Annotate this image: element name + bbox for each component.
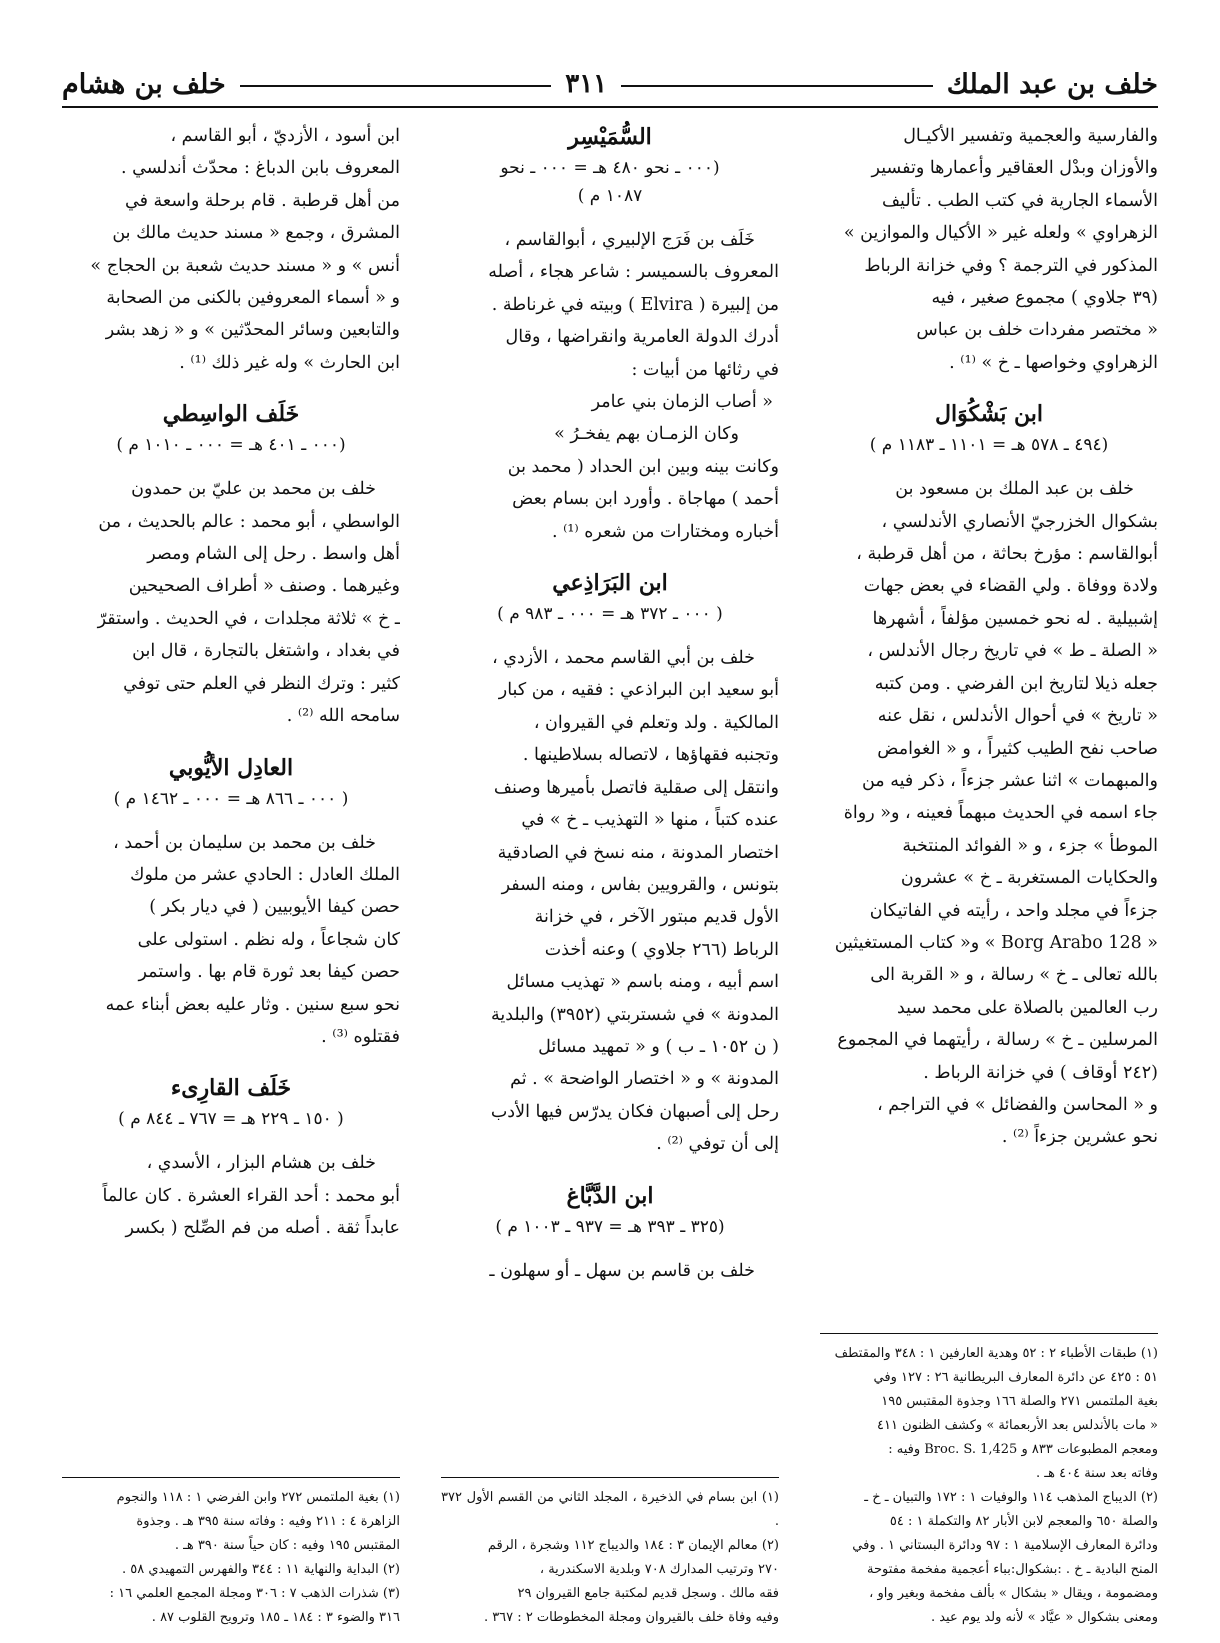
text-line: « تاريخ » في أحوال الأندلس ، نقل عنه [877, 706, 1158, 727]
column-left [62, 120, 400, 1630]
text-line: ولادة ووفاة . ولي القضاء في بعض جهات [863, 576, 1158, 597]
text-line: اسم أبيه ، ومنه باسم « تهذيب مسائل [506, 972, 779, 993]
entry-dates: (٠٠٠ ـ ٤٠١ هـ = ٠٠٠ ـ ١٠١٠ م ) [116, 435, 346, 456]
page-number: ٣١١ [565, 69, 608, 99]
footnote-line: والصلة ٦٥٠ والمعجم لابن الأبار ٨٢ والتكملة ١ : ٥٤ [889, 1514, 1158, 1529]
text-line: بتونس ، والقرويين بفاس ، ومنه السفر [501, 874, 779, 895]
text-line: المعروف بالسميسر : شاعر هجاء ، أصله [488, 262, 779, 283]
text-line: خلف بن محمد بن عليّ بن حمدون [131, 479, 376, 500]
entry-khalaf-al-qari [62, 1073, 400, 1244]
text-line: (٣٩ جلاوي ) مجموع صغير ، فيه [931, 288, 1158, 309]
entry-dates: ( ١٥٠ ـ ٢٢٩ هـ = ٧٦٧ ـ ٨٤٤ م ) [118, 1109, 344, 1130]
footnote-line: الزاهرة ٤ : ٢١١ وفيه : وفاته سنة ٣٩٥ هـ . وجذوة [136, 1514, 400, 1529]
entry-dates: (٤٩٤ ـ ٥٧٨ هـ = ١١٠١ ـ ١١٨٣ م ) [869, 435, 1109, 456]
text-line: أبو سعيد ابن البراذعي : فقيه ، من كبار [498, 680, 779, 701]
footnote-line: ومعجم المطبوعات ٨٣٣ و Broc. S. 1,425 وفيه : [888, 1442, 1158, 1457]
text-line: ابن الحارث » وله غير ذلك ⁽¹⁾ . [179, 352, 400, 373]
continuation-zahrawi [820, 120, 1158, 379]
running-head-rule-left [240, 85, 552, 87]
text-line: أنس » و « مسند حديث شعبة بن الحجاج » [90, 255, 400, 276]
text-line: والمبهمات » اثنا عشر جزءاً ، ذكر فيه من [861, 770, 1158, 791]
footnote-line: (١) طبقات الأطباء ٢ : ٥٢ وهدية العارفين ١ : ٣٤٨ والمقتطف [834, 1346, 1158, 1361]
entry-title: خَلَف القارِىء [170, 1075, 292, 1102]
text-line: اختصار المدونة ، منه نسخ في الصادقية [497, 842, 779, 863]
text-line: أبو محمد : أحد القراء العشرة . كان عالماً [102, 1185, 400, 1206]
text-line: خلف بن أبي القاسم محمد ، الأزدي ، [492, 648, 755, 669]
text-line: بالله تعالى ـ خ » رسالة ، و « القربة الى [870, 965, 1158, 986]
text-line: أحمد ) مهاجاة . وأورد ابن بسام بعض [512, 489, 779, 510]
text-line: إشبيلية . له نحو خمسين مؤلفاً ، أشهرها [872, 608, 1158, 629]
text-line: خلف بن عبد الملك بن مسعود بن [895, 479, 1134, 500]
footnote-line: فقه مالك . وسجل قديم لمكتبة جامع القيروان ٢٩ [517, 1586, 779, 1601]
column-right-body [820, 120, 1158, 1327]
text-line: الملك العادل : الحادي عشر من ملوك [130, 864, 400, 885]
text-line: وكانت بينه وبين ابن الحداد ( محمد بن [507, 456, 779, 477]
entry-title: ابن البَرَاذِعي [552, 570, 668, 597]
text-line: خَلَف بن فَرَج الإلبيري ، أبوالقاسم ، [504, 230, 755, 250]
text-line: في رثائها من أبيات : [631, 359, 779, 380]
footnote-line: بغية الملتمس ٢٧١ والصلة ١٦٦ وجذوة المقتبس ١٩٥ [881, 1394, 1158, 1409]
entry-title: ابن الدَّبَّاغ [566, 1182, 654, 1209]
text-line: الزهراوي » ولعله غير « الأكيال والموازين » [843, 223, 1158, 244]
text-line: أدرك الدولة العامرية وانقراضها ، وقال [505, 327, 779, 348]
footnote-line: (٣) شذرات الذهب ٧ : ٣٠٦ ومجلة المجمع العلمي ١٦ : [109, 1586, 400, 1601]
text-line: وغيرهما . وصنف « أطراف الصحيحين [128, 576, 400, 597]
continuation-ibn-al-dabbagh [62, 120, 400, 379]
text-line: خلف بن محمد بن سليمان بن أحمد ، [113, 832, 376, 853]
running-head-left: خلف بن هشام [62, 68, 226, 100]
text-line: « مختصر مفردات خلف بن عباس [916, 320, 1158, 341]
text-line: أخباره ومختارات من شعره ⁽¹⁾ . [551, 521, 779, 542]
text-line: خلف بن قاسم بن سهل ـ أو سهلون ـ [489, 1260, 755, 1281]
text-line: الأسماء الجارية في كتب الطب . تأليف [881, 190, 1158, 211]
footnote-line: ٥١ : ٤٢٥ عن دائرة المعارف البريطانية ٢٦ : ١٢٧ وفي [873, 1370, 1158, 1385]
text-line: والتابعين وسائر المحدّثين » و « زهد بشر [105, 320, 400, 341]
text-line: عابداً ثقة . أصله من فم الصِّلح ( بكسر [125, 1218, 400, 1239]
text-line: حصن كيفا بعد ثورة قام بها . واستمر [138, 962, 400, 983]
footnote-line: (٢) البداية والنهاية ١١ : ٣٤٤ والفهرس التمهيدي ٥٨ . [122, 1562, 400, 1577]
text-line: و « أسماء المعروفين بالكنى من الصحابة [106, 288, 400, 309]
text-line: ابن أسود ، الأزديّ ، أبو القاسم ، [170, 126, 400, 146]
text-line: المذكور في الترجمة ؟ وفي خزانة الرباط [864, 255, 1158, 276]
text-line: جاء اسمه في الحديث مبهماً فعينه ، و« رواة [843, 803, 1158, 824]
text-line: من إلبيرة ( Elvira ) وبيته في غرناطة . [491, 294, 779, 315]
text-columns [62, 120, 1158, 1630]
text-line: صاحب نفح الطيب كثيراً ، و « الغوامض [877, 738, 1158, 759]
text-line: و « المحاسن والفضائل » في التراجم ، [877, 1094, 1158, 1115]
text-line: المدونة » في شستربتي (٣٩٥٢) والبلدية [490, 1004, 779, 1025]
text-line: في بغداد ، واشتغل بالتجارة ، قال ابن [132, 641, 400, 662]
entry-dates: (٠٠٠ ـ نحو ٤٨٠ هـ = ٠٠٠ ـ نحو [500, 158, 720, 178]
text-line: أبوالقاسم : مؤرخ بحاثة ، من أهل قرطبة ، [856, 544, 1158, 565]
entry-title: ابن بَشْكُوَال [934, 401, 1043, 428]
text-line: « Borg Arabo 128 » و« كتاب المستغيثين [834, 932, 1158, 953]
text-line: سامحه الله ⁽²⁾ . [286, 706, 400, 727]
text-line: خلف بن هشام البزار ، الأسدي ، [146, 1153, 376, 1174]
text-line: الزهراوي وخواصها ـ خ » ⁽¹⁾ . [949, 352, 1158, 373]
footnote-line: ومضمومة ، ويقال « بشكال » بألف مفخمة وبغير واو ، [869, 1586, 1158, 1601]
text-line: (٢٤٢ أوقاف ) في خزانة الرباط . [923, 1062, 1158, 1083]
footnote-line: (٢) الديباج المذهب ١١٤ والوفيات ١ : ١٧٢ والتبيان ـ خ ـ [864, 1490, 1158, 1505]
verse-line: « أصاب الزمان بني عامر [591, 392, 773, 413]
text-line: فقتلوه ⁽³⁾ . [321, 1026, 400, 1047]
text-line: والحكايات المستغربة ـ خ » عشرون [900, 868, 1158, 889]
footnote-line: وفاته بعد سنة ٤٠٤ هـ . [1036, 1466, 1158, 1481]
footnote-line: المقتبس ١٩٥ وفيه : كان حياً سنة ٣٩٠ هـ . [174, 1538, 400, 1553]
text-line: جعله ذيلا لتاريخ ابن الفرضي . ومن كتبه [874, 673, 1158, 694]
footnotes-left [62, 1477, 400, 1630]
text-line: حصن كيفا الأيوبيين ( في ديار بكر ) [149, 897, 400, 918]
entry-title: خَلَف الواسِطي [162, 401, 300, 428]
footnote-line: (٢) معالم الإيمان ٣ : ١٨٤ والديباج ١١٢ وشجرة ، الرقم [487, 1538, 779, 1553]
column-middle-body [441, 120, 779, 1471]
entry-dates: ( ٠٠٠ ـ ٨٦٦ هـ = ٠٠٠ ـ ١٤٦٢ م ) [113, 788, 349, 809]
footnote-line: (١) ابن بسام في الذخيرة ، المجلد الثاني من القسم الأول ٣٧٢ . [441, 1490, 779, 1529]
footnote-line: ٣١٦ والضوء ٣ : ١٨٤ ـ ١٨٥ وترويح القلوب ٨٧ . [151, 1610, 400, 1625]
text-line: ـ خ » ثلاثة مجلدات ، في الحديث . واستقرّ [97, 608, 400, 629]
text-line: جزءاً في مجلد واحد ، رأيته في الفاتيكان [869, 900, 1158, 921]
entry-dates-continued: ١٠٨٧ م ) [577, 186, 643, 206]
verse-line: وكان الزمـان بهم يفخـرُ » [554, 424, 739, 445]
column-right [820, 120, 1158, 1630]
entry-al-adil-al-ayyubi [62, 753, 400, 1054]
text-line: المشرق ، وجمع « مسند حديث مالك بن [112, 223, 400, 244]
text-line: وانتقل إلى صقلية فاتصل بأميرها وصنف [493, 777, 779, 798]
text-line: أهل واسط . رحل إلى الشام ومصر [147, 544, 400, 565]
footnote-line: « مات بالأندلس بعد الأربعمائة » وكشف الظنون ٤١١ [877, 1418, 1158, 1433]
entry-title: العادِل الأيُّوبي [168, 754, 294, 781]
text-line: رحل إلى أصبهان فكان يدرّس فيها الأدب [490, 1101, 779, 1122]
text-line: المرسلين ـ خ » رسالة ، رأيتهما في المجموع [837, 1030, 1158, 1051]
text-line: نحو عشرين جزءاً ⁽²⁾ . [1001, 1127, 1158, 1148]
footnote-line: (١) بغية الملتمس ٢٧٢ وابن الفرضي ١ : ١١٨ والنجوم [116, 1490, 400, 1505]
footnotes-middle [441, 1477, 779, 1630]
footnote-line: ومعنى بشكوال « عيَّاد » لأنه ولد يوم عيد . [930, 1610, 1158, 1625]
running-head-rule-right [621, 85, 933, 87]
footnotes-right [820, 1333, 1158, 1630]
text-line: الرباط (٢٦٦ جلاوي ) وعنه أخذت [544, 939, 779, 960]
column-left-body [62, 120, 400, 1471]
entry-ibn-al-baradhi [441, 568, 779, 1161]
text-line: عنده كتباً ، منها « التهذيب ـ خ » في [521, 810, 779, 831]
text-line: والأوزان وبدْل العقاقير وأعمارها وتفسير [871, 158, 1158, 179]
entry-dates: (٣٢٥ ـ ٣٩٣ هـ = ٩٣٧ ـ ١٠٠٣ م ) [495, 1216, 725, 1237]
entry-title: السُّمَيْسِر [568, 124, 652, 150]
text-line: رب العالمين بالصلاة على محمد سيد [896, 997, 1158, 1018]
text-line: المدونة » و « اختصار الواضحة » . ثم [510, 1069, 779, 1090]
footnote-line: ٢٧٠ وترتيب المدارك ٧٠٨ وبلدية الاسكندرية ، [539, 1562, 779, 1577]
text-line: كان شجاعاً ، وله نظم . استولى على [137, 929, 400, 950]
entry-ibn-al-dabbagh [441, 1181, 779, 1287]
column-middle [441, 120, 779, 1630]
text-line: الواسطي ، أبو محمد : عالم بالحديث ، من [98, 511, 400, 532]
text-line: المالكية . ولد وتعلم في القيروان ، [533, 712, 779, 733]
entry-al-sumaysir [441, 122, 779, 548]
text-line: « الصلة ـ ط » في تاريخ رجال الأندلس ، [867, 641, 1158, 662]
text-line: ( ن ١٠٥٢ ـ ب ) و « تمهيد مسائل [538, 1036, 779, 1057]
running-head [62, 62, 1158, 108]
footnote-line: المنح البادية ـ خ . :بشكوال:بباء أعجمية مفخمة مفتوحة [867, 1562, 1158, 1577]
text-line: بشكوال الخزرجيّ الأنصاري الأندلسي ، [881, 511, 1158, 532]
entry-khalaf-al-wasiti [62, 399, 400, 732]
text-line: كثير : وترك النظر في العلم حتى توفي [123, 673, 400, 694]
footnote-line: ودائرة المعارف الإسلامية ١ : ٩٧ ودائرة البستاني ١ . وفي [852, 1538, 1158, 1553]
entry-dates: ( ٠٠٠ ـ ٣٧٢ هـ = ٠٠٠ ـ ٩٨٣ م ) [497, 604, 723, 625]
text-line: من أهل قرطبة . قام برحلة واسعة في [125, 190, 400, 211]
entry-ibn-bashkuwal [820, 399, 1158, 1154]
text-line: الأول قديم مبتور الآخر ، في خزانة [534, 907, 779, 928]
text-line: وتجنبه فقهاؤها ، لاتصاله بسلاطينها . [522, 745, 779, 766]
text-line: الموطأ » جزء ، و « الفوائد المنتخبة [902, 835, 1158, 856]
text-line: المعروف بابن الدباغ : محدّث أندلسي . [120, 158, 400, 179]
footnote-line: وفيه وفاة خلف بالقيروان ومجلة المخطوطات ٢ : ٣٦٧ . [483, 1610, 779, 1625]
running-head-right: خلف بن عبد الملك [946, 68, 1158, 100]
text-line: والفارسية والعجمية وتفسير الأكيـال [903, 126, 1158, 146]
text-line: إلى أن توفي ⁽²⁾ . [656, 1134, 779, 1155]
text-line: نحو سبع سنين . وثار عليه بعض أبناء عمه [105, 994, 400, 1015]
